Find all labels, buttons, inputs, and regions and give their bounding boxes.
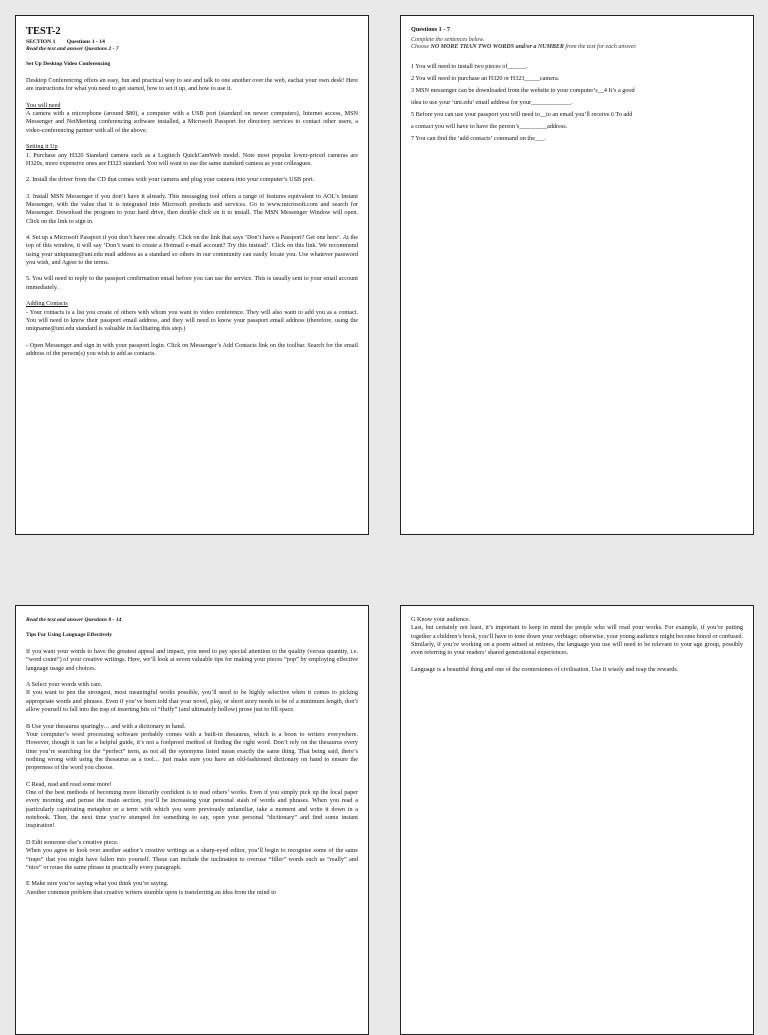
tip-e-text: Another common problem that creative writers stumble upon is transferring an idea from the mind to	[26, 888, 277, 896]
contacts-paragraph-2: - Open Messenger and sign in with your passport login. Click on Messenger’s Add Contacts link on the toolbar. Search for the email address of the person(s) you wish to add as contacts.	[26, 341, 358, 357]
tip-d	[26, 839, 358, 872]
tip-e-title: E Make sure you’re saying what you think you’re saying.	[26, 880, 169, 888]
reading-instruction: Read the text and answer Questions 2 - 7	[26, 46, 119, 52]
tip-g	[411, 616, 743, 658]
instruction-limit: NO MORE THAN TWO WORDS and/or a NUMBER	[430, 44, 564, 50]
tip-c-text: One of the best methods of becoming more literarily confident is to read others’ works. Even if you simply pick up the local paper every morning and peruse the main section, you’ll be increasing your personal stash of words and phrases. When you read a particularly captivating metaphor or a term with which you were previously unfamiliar, take a moment and write it down in a notebook. Then, the next time you’re stumped for something to say, open your personal “dictionary” and find some instant inspiration!	[26, 789, 358, 830]
setup-step-5: 5. You will need to reply to the passport confirmation email before you can use the service. This is usually sent to your email account immediately.	[26, 275, 358, 291]
setup-step-2: 2. Install the driver from the CD that comes with your camera and plug your camera into your computer’s USB port.	[26, 176, 315, 184]
tip-g-text: Last, but certainly not least, it’s important to keep in mind the people who will read your works. For example, if you’re putting together a children’s book, you’ll have to tone down your verbiage; otherwise, your young audience might become bored or confused. Similarly, if you’re working on a poem aimed at retirees, the language you use will need to be relevant to your age group, possibly even referring to your readers’ shared generational experiences.	[411, 624, 743, 657]
tips-heading: Tips For Using Language Effectively	[26, 632, 112, 638]
question-1: 1 You will need to install two pieces of______.	[411, 63, 528, 70]
section-line	[26, 39, 358, 45]
tip-b	[26, 723, 358, 773]
question-3-4: 3 MSN messenger can be downloaded from the website to your computer’s__4 It’s a good	[411, 86, 635, 94]
reading-instruction-2: Read the text and answer Questions 8 - 14	[26, 617, 122, 623]
setup-step-3: 3. Install MSN Messenger if you don’t have it already. This messaging tool offers a range of features equivalent to AOL’s Instant Messenger, with the value that it is integrated into Microsoft products and services. Go to www.microsoft.com and search for Messenger. Download the program to your hard drive, then double click on it to install. The MSN Messenger Window will open. Click on the link to sign in.	[26, 192, 358, 225]
tip-c	[26, 781, 358, 831]
tips-intro: If you want your words to have the greatest appeal and impact, you need to pay special attention to the quality (versus quantity, i.e. “word count”) of your creative writings. Here, we’ll look at seven valuable tips for making your pieces “pop” by employing effective language usage and choices.	[26, 648, 358, 672]
tip-d-title: D Edit someone else’s creative piece.	[26, 838, 119, 846]
document-page-3	[15, 605, 369, 1035]
tip-c-title: C Read, read and read some more!	[26, 780, 112, 788]
question-2: 2 You will need to purchase an H320 or H323_____camera.	[411, 74, 560, 82]
need-section	[26, 102, 358, 135]
tip-b-title: B Use your thesaurus sparingly… and with a dictionary in hand.	[26, 722, 186, 730]
setup-section	[26, 143, 358, 292]
document-page-1	[15, 15, 369, 535]
tip-a-text: If you want to pen the strongest, most meaningful works possible, you’ll need to be highly selective when it comes to picking appropriate words and phrases. Even if you’ve been told that your novel, play, or short story needs to be of a minimum length, don’t allow yourself to fall into the trap of inserting bits of “fluffy” (and ultimately hollow) prose just to fill space.	[26, 689, 358, 714]
test-title: TEST-2	[26, 26, 61, 37]
tip-g-title: G Know your audience.	[411, 616, 471, 623]
questions-heading: Questions 1 - 7	[411, 26, 451, 33]
setup-heading: Setting it Up	[26, 143, 58, 151]
questions-instruction-1: Complete the sentences below.	[411, 37, 485, 43]
document-page-2	[400, 15, 754, 535]
need-text: A camera with a microphone (around $80), a computer with a USB port (standard on newer computers), Internet access, MSN Messenger and NetMeeting conferencing software installed, a Microsoft Passport for directory services to contact other users, a video-conferencing partner with all of the above.	[26, 110, 358, 134]
instruction-prefix: Choose	[411, 44, 431, 50]
question-6-cont: a contact you will have to have the person’s_________address.	[411, 122, 568, 130]
document-page-4	[400, 605, 754, 1035]
setup-step-4: 4. Set up a Microsoft Passport if you don’t have one already. Click on the link that says ‘Don’t have a Passport? Get one here’. At the top of this window, it will say ‘Don’t want to create a Hotmail e-mail account? Try this instead’. Click on this link. We recommend using your uniqname@uni.edu mail address as a standard so others in our community can easily locate you. Use whatever password you wish, and Agree to the terms.	[26, 234, 358, 267]
question-5-6: 5 Before you can use your passport you will need to__to an email you’ll receive.6 To add	[411, 110, 633, 118]
contacts-paragraph-1: - Your contacts is a list you create of others with whom you want to video conference. They will also want to add you as a contact. You will need to know their passport email address, and they will need to know your passport email address (therefore, using the uniqname@uni.edu standard is valuable in facilitating this step.)	[26, 308, 358, 333]
tip-b-text: Your computer’s word processing software probably comes with a built-in thesaurus, which is a boon to writers everywhere. However, though it can be a helpful guide, it’s not a foolproof method of finding the right word. Don’t rely on the thesaurus every time you’re searching for the “perfect” term, as not all the synonyms listed mean exactly the same thing. That being said, there’s nothing wrong with using the thesaurus as a tool… just make sure you have an old-fashioned dictionary on hand to ensure the properness of the word you choose.	[26, 730, 358, 772]
passage-heading: Set Up Desktop Video Conferencing	[26, 61, 111, 67]
instruction-suffix: from the text for each answer.	[563, 44, 637, 50]
intro-paragraph: Desktop Conferencing offers an easy, fun and practical way to see and talk to one another over the web, eachat your own desk! Here are instructions for what you need to get started, how to set it up, and how to use it.	[26, 77, 358, 93]
question-4-cont: idea to use your ‘uni.edu’ email address for your_____________.	[411, 98, 573, 106]
question-7: 7 You can find the ‘add contacts’ command on the___.	[411, 134, 546, 142]
questions-instruction-2	[411, 44, 743, 50]
section-label: SECTION 1	[26, 39, 56, 45]
tip-e	[26, 880, 358, 897]
contacts-heading: Adding Contacts	[26, 300, 68, 308]
tip-a-title: A Select your words with care.	[26, 681, 103, 689]
tip-a	[26, 681, 358, 714]
contacts-section	[26, 300, 358, 358]
questions-range: Questions 1 - 14	[66, 39, 105, 45]
tip-d-text: When you agree to look over another author’s creative writings as a sharp-eyed editor, you’ll begin to recognise some of the same “traps” that you might have fallen into yourself. These can include the inclination to overuse “filler” words such as “really” and “nice” or reuse the same phrase in practically every paragraph.	[26, 847, 358, 871]
setup-step-1: 1. Purchase any H320 Standard camera such as a Logitech QuickCamWeb model. Note most popular lower-priced cameras are H320s, more expensive ones are H323 standard. You will want to use the same standard camera as your colleagues.	[26, 151, 358, 167]
closing-paragraph: Language is a beautiful thing and one of the cornerstones of civilisation. Use it wisely and reap the rewards.	[411, 665, 679, 673]
need-heading: You will need	[26, 101, 61, 109]
